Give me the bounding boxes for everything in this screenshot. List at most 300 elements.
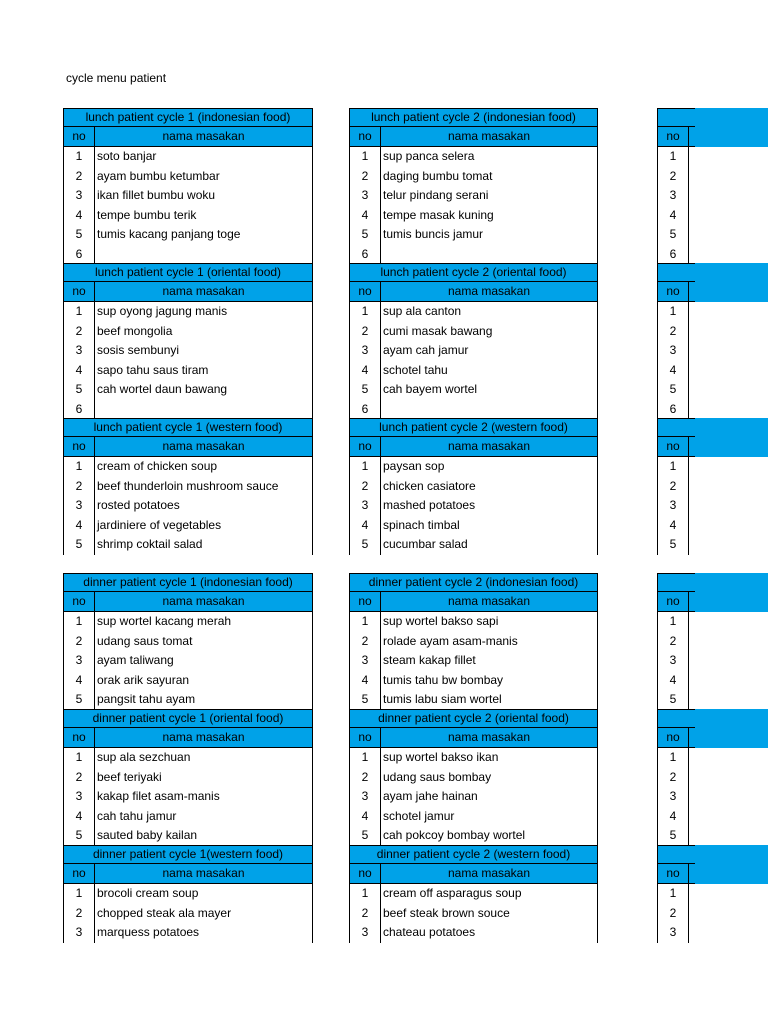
nama-masakan-column-header: nama masakan: [447, 439, 531, 453]
dish-name: sup ala canton: [383, 304, 462, 318]
menu-rows: [657, 612, 768, 710]
no-column-header: no: [658, 282, 689, 301]
table-row: [64, 186, 312, 206]
row-number: 2: [64, 167, 95, 187]
table-row: [658, 477, 768, 497]
table-row: [350, 457, 597, 477]
dish-name: schotel jamur: [383, 808, 455, 823]
row-number: 3: [658, 923, 689, 943]
table-row: [350, 651, 597, 671]
table-row: [350, 206, 597, 226]
dish-name: mashed potatoes: [383, 498, 476, 512]
row-number: 1: [64, 612, 95, 632]
table-row: [658, 167, 768, 187]
table-row: [64, 341, 312, 361]
table-row: [658, 457, 768, 477]
row-number: 4: [658, 807, 689, 827]
dish-name: chicken casiatore: [383, 478, 476, 493]
dish-name: tumis tahu bw bombay: [383, 672, 504, 687]
menu-rows: [657, 884, 768, 943]
dish-name: beef thunderloin mushroom sauce: [97, 478, 279, 493]
table-row: [658, 923, 768, 943]
menu-rows: [63, 457, 313, 555]
nama-masakan-column-header: nama masakan: [162, 284, 245, 298]
dish-name: orak arik sayuran: [97, 672, 190, 687]
table-row: [658, 807, 768, 827]
table-row: [350, 535, 597, 555]
table-row: [64, 380, 312, 400]
no-column-header: no: [64, 127, 95, 146]
row-number: 2: [350, 904, 381, 924]
row-number: 5: [64, 535, 95, 555]
menu-block-title: dinner patient cycle 2 (indonesian food): [349, 573, 598, 592]
row-number: 1: [350, 147, 381, 167]
table-row: [64, 671, 312, 691]
table-row: [350, 225, 597, 245]
row-number: 3: [658, 787, 689, 807]
table-row: [658, 302, 768, 322]
row-number: 3: [658, 651, 689, 671]
row-number: 1: [64, 748, 95, 768]
menu-rows: [63, 302, 313, 419]
dish-name: rolade ayam asam-manis: [383, 633, 518, 648]
cropped-header-fill: [695, 709, 768, 748]
row-number: 2: [658, 322, 689, 342]
dish-name: sup wortel kacang merah: [97, 614, 232, 628]
no-column-header: no: [350, 282, 381, 301]
menu-block-title: lunch patient cycle 2 (oriental food): [349, 263, 598, 282]
row-number: 3: [64, 923, 95, 943]
row-number: 1: [350, 457, 381, 477]
row-number: 4: [350, 516, 381, 536]
row-number: 3: [350, 923, 381, 943]
table-row: [658, 496, 768, 516]
no-column-header: no: [350, 127, 381, 146]
menu-rows: [63, 612, 313, 710]
table-row: [350, 147, 597, 167]
row-number: 5: [658, 535, 689, 555]
table-row: [350, 400, 597, 420]
row-number: 1: [658, 147, 689, 167]
menu-block-title: lunch patient cycle 1 (western food): [63, 418, 313, 437]
table-row: [64, 361, 312, 381]
table-row: [658, 147, 768, 167]
row-number: 1: [64, 884, 95, 904]
row-number: 2: [658, 632, 689, 652]
row-number: 3: [658, 341, 689, 361]
menu-rows: [657, 748, 768, 846]
dish-name: beef mongolia: [97, 323, 173, 338]
no-column-header: no: [64, 728, 95, 747]
table-row: [350, 826, 597, 846]
no-column-header: no: [658, 864, 689, 883]
row-number: 3: [64, 651, 95, 671]
row-number: 3: [64, 496, 95, 516]
table-row: [350, 516, 597, 536]
table-row: [658, 690, 768, 710]
column-header-row: [63, 728, 313, 748]
dish-name: rosted potatoes: [97, 498, 180, 512]
menu-block-title: dinner patient cycle 1 (oriental food): [63, 709, 313, 728]
table-row: [350, 632, 597, 652]
row-number: 3: [350, 787, 381, 807]
no-column-header: no: [658, 127, 689, 146]
table-row: [658, 651, 768, 671]
table-row: [658, 516, 768, 536]
row-number: 5: [64, 690, 95, 710]
dish-name: kakap filet asam-manis: [97, 789, 220, 803]
row-number: 2: [64, 322, 95, 342]
menu-rows: [349, 748, 598, 846]
nama-masakan-column-header: nama masakan: [447, 730, 531, 744]
menu-block-title: lunch patient cycle 2 (indonesian food): [349, 108, 598, 127]
no-column-header: no: [658, 728, 689, 747]
table-row: [658, 206, 768, 226]
table-row: [658, 535, 768, 555]
dish-name: ikan fillet bumbu woku: [97, 188, 216, 202]
row-number: 1: [350, 748, 381, 768]
row-number: 6: [658, 245, 689, 265]
dish-name: tumis labu siam wortel: [383, 692, 502, 706]
table-row: [658, 787, 768, 807]
menu-block-title: dinner patient cycle 2 (oriental food): [349, 709, 598, 728]
dish-name: chopped steak ala mayer: [97, 905, 232, 920]
nama-masakan-column-header: nama masakan: [162, 866, 245, 880]
table-row: [658, 322, 768, 342]
dish-name: chateau potatoes: [383, 925, 476, 939]
nama-masakan-column-header: nama masakan: [162, 129, 245, 143]
table-row: [350, 904, 597, 924]
dish-name: beef teriyaki: [97, 769, 162, 784]
table-row: [350, 496, 597, 516]
dish-name: marquess potatoes: [97, 925, 200, 939]
row-number: 2: [658, 904, 689, 924]
table-row: [658, 904, 768, 924]
no-column-header: no: [64, 864, 95, 883]
table-row: [350, 167, 597, 187]
table-row: [64, 457, 312, 477]
cropped-header-fill: [695, 573, 768, 612]
page-title: cycle menu patient: [66, 71, 167, 85]
row-number: 2: [350, 768, 381, 788]
dish-name: spinach timbal: [383, 517, 460, 532]
row-number: 2: [658, 167, 689, 187]
row-number: 2: [64, 904, 95, 924]
table-row: [350, 768, 597, 788]
table-row: [350, 186, 597, 206]
table-row: [350, 322, 597, 342]
table-row: [658, 612, 768, 632]
table-row: [64, 768, 312, 788]
row-number: 4: [64, 671, 95, 691]
row-number: 5: [350, 826, 381, 846]
menu-rows: [657, 147, 768, 264]
row-number: 5: [658, 826, 689, 846]
dish-name: cah wortel daun bawang: [97, 382, 228, 396]
table-row: [350, 671, 597, 691]
table-row: [64, 787, 312, 807]
dish-name: sauted baby kailan: [97, 828, 198, 842]
table-row: [64, 225, 312, 245]
row-number: 5: [658, 690, 689, 710]
row-number: 4: [64, 516, 95, 536]
table-row: [64, 884, 312, 904]
cropped-header-fill: [695, 108, 768, 147]
dish-name: ayam cah jamur: [383, 343, 469, 357]
row-number: 6: [658, 400, 689, 420]
table-row: [64, 651, 312, 671]
dish-name: tumis buncis jamur: [383, 227, 484, 241]
dish-name: sup panca selera: [383, 149, 475, 163]
menu-rows: [63, 748, 313, 846]
row-number: 6: [350, 400, 381, 420]
dish-name: jardiniere of vegetables: [97, 517, 222, 532]
row-number: 3: [64, 186, 95, 206]
table-row: [350, 807, 597, 827]
row-number: 2: [350, 477, 381, 497]
table-row: [658, 884, 768, 904]
table-row: [64, 477, 312, 497]
dish-name: schotel tahu: [383, 362, 448, 377]
row-number: 2: [350, 632, 381, 652]
dish-name: sosis sembunyi: [97, 343, 180, 357]
row-number: 2: [64, 477, 95, 497]
column-header-row: [63, 864, 313, 884]
menu-block-title: dinner patient cycle 1 (indonesian food): [63, 573, 313, 592]
dish-name: telur pindang serani: [383, 188, 489, 202]
nama-masakan-column-header: nama masakan: [447, 284, 531, 298]
table-row: [64, 535, 312, 555]
row-number: 3: [658, 186, 689, 206]
row-number: 1: [658, 884, 689, 904]
row-number: 1: [350, 302, 381, 322]
menu-rows: [349, 612, 598, 710]
table-row: [658, 341, 768, 361]
dish-name: udang saus bombay: [383, 769, 492, 784]
row-number: 5: [350, 690, 381, 710]
cropped-header-fill: [695, 845, 768, 884]
table-row: [350, 748, 597, 768]
table-row: [64, 923, 312, 943]
row-number: 5: [64, 826, 95, 846]
dish-name: tumis kacang panjang toge: [97, 227, 241, 241]
row-number: 1: [658, 457, 689, 477]
row-number: 1: [658, 302, 689, 322]
column-header-row: [349, 127, 598, 147]
table-row: [64, 904, 312, 924]
row-number: 2: [658, 477, 689, 497]
table-row: [350, 923, 597, 943]
row-number: 4: [64, 206, 95, 226]
row-number: 4: [658, 361, 689, 381]
dish-name: cah bayem wortel: [383, 382, 478, 396]
row-number: 1: [64, 147, 95, 167]
table-row: [64, 632, 312, 652]
menu-rows: [657, 302, 768, 419]
menu-rows: [657, 457, 768, 555]
nama-masakan-column-header: nama masakan: [162, 594, 245, 608]
row-number: 6: [64, 245, 95, 265]
row-number: 3: [64, 341, 95, 361]
row-number: 5: [350, 380, 381, 400]
dish-name: tempe masak kuning: [383, 207, 494, 222]
table-row: [64, 322, 312, 342]
table-row: [350, 690, 597, 710]
no-column-header: no: [64, 437, 95, 456]
table-row: [64, 400, 312, 420]
column-header-row: [349, 728, 598, 748]
dish-name: sup wortel bakso sapi: [383, 614, 499, 628]
no-column-header: no: [350, 437, 381, 456]
menu-block-title: lunch patient cycle 1 (indonesian food): [63, 108, 313, 127]
menu-block-title: lunch patient cycle 1 (oriental food): [63, 263, 313, 282]
menu-rows: [349, 147, 598, 264]
table-row: [658, 632, 768, 652]
table-row: [64, 496, 312, 516]
table-row: [658, 186, 768, 206]
row-number: 4: [350, 361, 381, 381]
table-row: [64, 147, 312, 167]
dish-name: udang saus tomat: [97, 633, 193, 648]
row-number: 3: [350, 496, 381, 516]
dish-name: brocoli cream soup: [97, 886, 199, 900]
dish-name: paysan sop: [383, 459, 445, 473]
column-header-row: [349, 864, 598, 884]
dish-name: ayam taliwang: [97, 653, 174, 667]
row-number: 2: [350, 167, 381, 187]
row-number: 4: [350, 206, 381, 226]
table-row: [350, 477, 597, 497]
table-row: [64, 807, 312, 827]
dish-name: pangsit tahu ayam: [97, 692, 196, 706]
column-header-row: [349, 282, 598, 302]
dish-name: soto banjar: [97, 149, 157, 163]
dish-name: sup oyong jagung manis: [97, 304, 228, 318]
row-number: 4: [64, 807, 95, 827]
nama-masakan-column-header: nama masakan: [447, 594, 531, 608]
row-number: 5: [350, 225, 381, 245]
table-row: [658, 361, 768, 381]
table-row: [64, 826, 312, 846]
dish-name: sup ala sezchuan: [97, 750, 191, 764]
dish-name: ayam bumbu ketumbar: [97, 168, 220, 183]
row-number: 4: [64, 361, 95, 381]
table-row: [64, 167, 312, 187]
no-column-header: no: [658, 437, 689, 456]
table-row: [64, 245, 312, 265]
table-row: [658, 826, 768, 846]
row-number: 3: [350, 186, 381, 206]
cropped-header-fill: [695, 418, 768, 457]
row-number: 1: [350, 612, 381, 632]
dish-name: beef steak brown souce: [383, 905, 510, 920]
table-row: [350, 787, 597, 807]
row-number: 1: [64, 302, 95, 322]
column-header-row: [349, 592, 598, 612]
table-row: [350, 245, 597, 265]
row-number: 1: [658, 612, 689, 632]
table-row: [658, 380, 768, 400]
table-row: [64, 206, 312, 226]
no-column-header: no: [350, 728, 381, 747]
menu-rows: [63, 147, 313, 264]
row-number: 3: [658, 496, 689, 516]
table-row: [658, 245, 768, 265]
column-header-row: [63, 437, 313, 457]
table-row: [350, 884, 597, 904]
table-row: [64, 748, 312, 768]
menu-block-title: lunch patient cycle 2 (western food): [349, 418, 598, 437]
dish-name: steam kakap fillet: [383, 653, 476, 667]
row-number: 4: [658, 671, 689, 691]
row-number: 2: [658, 768, 689, 788]
row-number: 2: [350, 322, 381, 342]
table-row: [350, 612, 597, 632]
row-number: 6: [64, 400, 95, 420]
row-number: 4: [658, 516, 689, 536]
column-header-row: [63, 282, 313, 302]
table-row: [350, 341, 597, 361]
dish-name: cah tahu jamur: [97, 808, 177, 823]
row-number: 4: [350, 671, 381, 691]
row-number: 3: [64, 787, 95, 807]
dish-name: cah pokcoy bombay wortel: [383, 828, 526, 842]
table-row: [64, 516, 312, 536]
row-number: 5: [658, 225, 689, 245]
menu-block-title: dinner patient cycle 1(western food): [63, 845, 313, 864]
row-number: 4: [350, 807, 381, 827]
dish-name: shrimp coktail salad: [97, 537, 203, 551]
row-number: 2: [64, 768, 95, 788]
row-number: 3: [350, 341, 381, 361]
menu-block-title: dinner patient cycle 2 (western food): [349, 845, 598, 864]
column-header-row: [349, 437, 598, 457]
table-row: [350, 302, 597, 322]
table-row: [658, 671, 768, 691]
row-number: 6: [350, 245, 381, 265]
menu-rows: [349, 884, 598, 943]
row-number: 1: [658, 748, 689, 768]
row-number: 5: [64, 225, 95, 245]
dish-name: cream off asparagus soup: [383, 886, 522, 900]
row-number: 4: [658, 206, 689, 226]
column-header-row: [63, 592, 313, 612]
menu-rows: [349, 457, 598, 555]
table-row: [64, 690, 312, 710]
nama-masakan-column-header: nama masakan: [447, 129, 531, 143]
table-row: [658, 748, 768, 768]
dish-name: daging bumbu tomat: [383, 168, 493, 183]
no-column-header: no: [64, 592, 95, 611]
nama-masakan-column-header: nama masakan: [162, 730, 245, 744]
row-number: 2: [64, 632, 95, 652]
row-number: 5: [350, 535, 381, 555]
table-row: [658, 768, 768, 788]
dish-name: cumi masak bawang: [383, 323, 493, 338]
table-row: [658, 225, 768, 245]
cropped-header-fill: [695, 263, 768, 302]
no-column-header: no: [64, 282, 95, 301]
dish-name: sup wortel bakso ikan: [383, 750, 499, 764]
dish-name: tempe bumbu terik: [97, 207, 197, 222]
table-row: [658, 400, 768, 420]
row-number: 5: [64, 380, 95, 400]
table-row: [64, 302, 312, 322]
dish-name: ayam jahe hainan: [383, 789, 478, 803]
no-column-header: no: [350, 864, 381, 883]
menu-rows: [63, 884, 313, 943]
dish-name: sapo tahu saus tiram: [97, 362, 209, 377]
